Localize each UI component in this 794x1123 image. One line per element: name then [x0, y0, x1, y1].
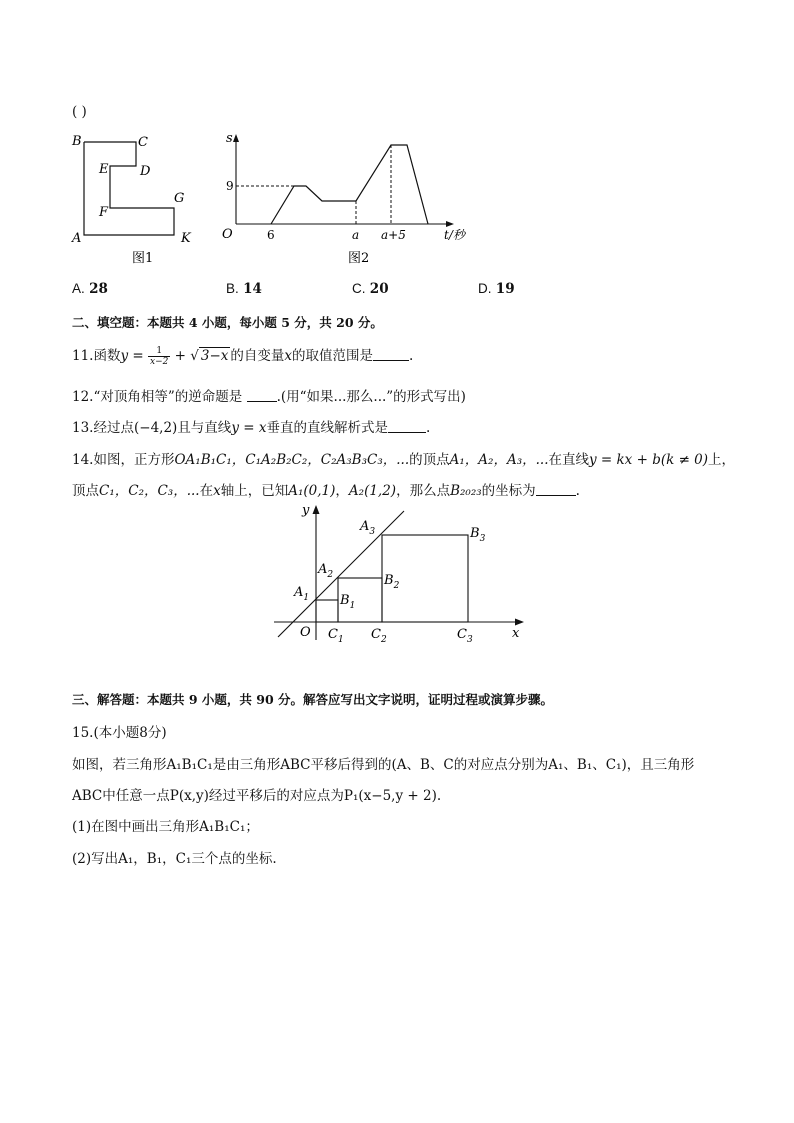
- fig3-label-A1: $A_1$: [294, 585, 310, 603]
- q13-answer-blank[interactable]: [388, 420, 426, 433]
- figure-1-shape: [66, 128, 206, 268]
- fig3-label-B3: $B_3$: [470, 526, 486, 544]
- fig3-label-C3: $C_3$: [457, 627, 473, 645]
- question-14-line2: 顶点C₁，C₂，C₃，...在x轴上，已知A₁(0,1)，A₂(1,2)，那么点B₂₀₂₃的坐标为 .: [72, 483, 580, 499]
- question-15-part1: (1)在图中画出三角形A₁B₁C₁；: [72, 819, 259, 835]
- fig2-x6: 6: [267, 228, 275, 242]
- q14-answer-blank[interactable]: [536, 483, 576, 496]
- figure-3-squares: [268, 500, 532, 652]
- fig1-label-F: F: [99, 205, 109, 220]
- fig1-label-G: G: [174, 191, 185, 206]
- fig2-xa5: a+5: [381, 228, 406, 242]
- fig1-label-A: A: [72, 231, 82, 246]
- choice-a[interactable]: A. 28: [72, 281, 108, 297]
- fig3-label-B1: $B_1$: [340, 593, 356, 611]
- fig1-caption: 图1: [132, 251, 154, 266]
- section-2-title: 二、填空题：本题共 4 小题，每小题 5 分，共 20 分。: [72, 315, 383, 330]
- fig3-x-label: x: [512, 626, 520, 641]
- fig2-xlabel: t/秒: [444, 228, 465, 242]
- q11-answer-blank[interactable]: [373, 348, 409, 361]
- fig2-y9: 9: [226, 179, 234, 193]
- question-11: 11.函数y = $\frac{1}{x-2}$ + √ 3−x 的自变量x的取值范围是 .: [72, 346, 414, 367]
- choice-d[interactable]: D. 19: [478, 281, 515, 297]
- fig1-label-E: E: [99, 162, 109, 177]
- question-15-line2: ABC中任意一点P(x,y)经过平移后的对应点为P₁(x−5,y + 2).: [72, 788, 442, 804]
- q12-answer-blank[interactable]: [247, 389, 277, 402]
- question-13: 13.经过点(−4,2)且与直线y = x垂直的直线解析式是 .: [72, 420, 431, 436]
- fig1-label-C: C: [138, 135, 148, 150]
- fig3-label-A2: $A_2$: [318, 562, 334, 580]
- choice-b[interactable]: B. 14: [226, 281, 262, 297]
- question-14-line1: 14.如图，正方形OA₁B₁C₁，C₁A₂B₂C₂，C₂A₃B₃C₃，...的顶点A₁，A₂，A₃，...在直线y = kx + b(k ≠ 0)上，: [72, 452, 736, 468]
- fig2-ylabel: s: [226, 131, 233, 146]
- fig1-label-D: D: [140, 164, 151, 179]
- fig1-label-B: B: [72, 134, 82, 149]
- q10-answer-paren: ( ): [72, 104, 87, 120]
- fig3-y-label: y: [302, 503, 310, 518]
- fig2-origin: O: [222, 227, 233, 242]
- figure-2-graph: [214, 128, 484, 268]
- question-15-part2: (2)写出A₁，B₁，C₁三个点的坐标.: [72, 851, 277, 867]
- section-3-title: 三、解答题：本题共 9 小题，共 90 分。解答应写出文字说明，证明过程或演算步骤。: [72, 692, 554, 707]
- fig1-label-K: K: [181, 231, 191, 246]
- fig3-label-C1: $C_1$: [328, 627, 344, 645]
- question-12: 12.“对顶角相等”的逆命题是 .(用“如果...那么...”的形式写出): [72, 389, 466, 405]
- fig3-label-A3: $A_3$: [360, 519, 376, 537]
- question-15-head: 15.(本小题8分): [72, 725, 167, 741]
- fig3-label-B2: $B_2$: [384, 573, 400, 591]
- fig3-label-C2: $C_2$: [371, 627, 387, 645]
- fig2-xa: a: [352, 228, 360, 242]
- choice-c[interactable]: C. 20: [352, 281, 389, 297]
- fig2-caption: 图2: [348, 251, 370, 266]
- fig3-origin: O: [300, 625, 311, 640]
- question-15-line1: 如图，若三角形A₁B₁C₁是由三角形ABC平移后得到的(A、B、C的对应点分别为A₁、B₁、C₁)，且三角形: [72, 757, 695, 773]
